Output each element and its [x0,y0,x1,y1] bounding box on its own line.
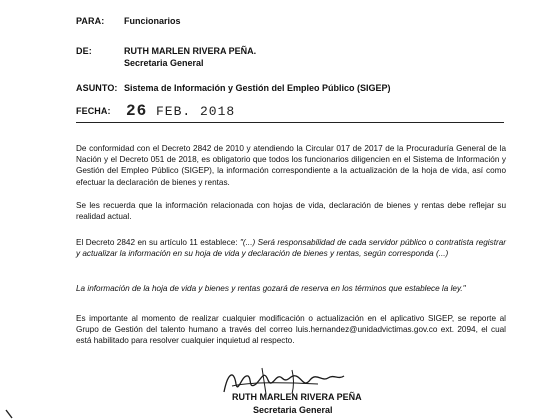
de-name: RUTH MARLEN RIVERA PEÑA. [124,46,257,56]
margin-tick-mark [4,408,18,420]
paragraph-4 [76,283,506,294]
signatory-name: RUTH MARLEN RIVERA PEÑA [232,392,362,402]
para-value: Funcionarios [124,16,181,26]
paragraph-3-quote: "(...) Será responsabilidad de cada servidor público o contratista registrar y actualizar la información en su hoja de vida y declaración de bienes y rentas, según corresponda (...) [76,238,506,259]
paragraph-1: De conformidad con el Decreto 2842 de 2010 y atendiendo la Circular 017 de 2017 de la Procuraduría General de la Nación y el Decreto 051 de 2018, es obligatorio que todos los funcionarios diligencien en el Sistema de Información y Gestión del Empleo Público (SIGEP), la información correspondiente a la actualización de la hoja de vida, así como efectuar la declaración de bienes y rentas. [76,144,506,187]
paragraph-4-text: La información de la hoja de vida y bienes y rentas gozará de reserva en los términos que establece la ley." [76,284,466,293]
header-divider [76,122,504,123]
de-title: Secretaria General [124,58,204,68]
para-label: PARA: [76,16,105,26]
fecha-label: FECHA: [76,106,111,116]
paragraph-3-intro: El Decreto 2842 en su artículo 11 establece: [76,238,241,247]
paragraph-3 [76,237,506,259]
asunto-value: Sistema de Información y Gestión del Empleo Público (SIGEP) [124,83,391,93]
asunto-label: ASUNTO: [76,83,118,93]
fecha-rest: FEB. 2018 [147,104,236,119]
fecha-stamp [126,102,235,120]
fecha-day: 26 [126,102,148,120]
paragraph-5: Es importante al momento de realizar cualquier modificación o actualización en el aplicativo SIGEP, se reporte al Grupo de Gestión del talento humano a través del correo luis.hernandez@unidadvictimas.gov.co ext. 2094, el cual está habilitado para resolver cualquier inquietud al respecto. [76,314,506,346]
paragraph-2: Se les recuerda que la información relacionada con hojas de vida, declaración de bienes y rentas debe reflejar su realidad actual. [76,201,506,222]
signatory-title: Secretaria General [253,405,333,415]
de-label: DE: [76,46,92,56]
